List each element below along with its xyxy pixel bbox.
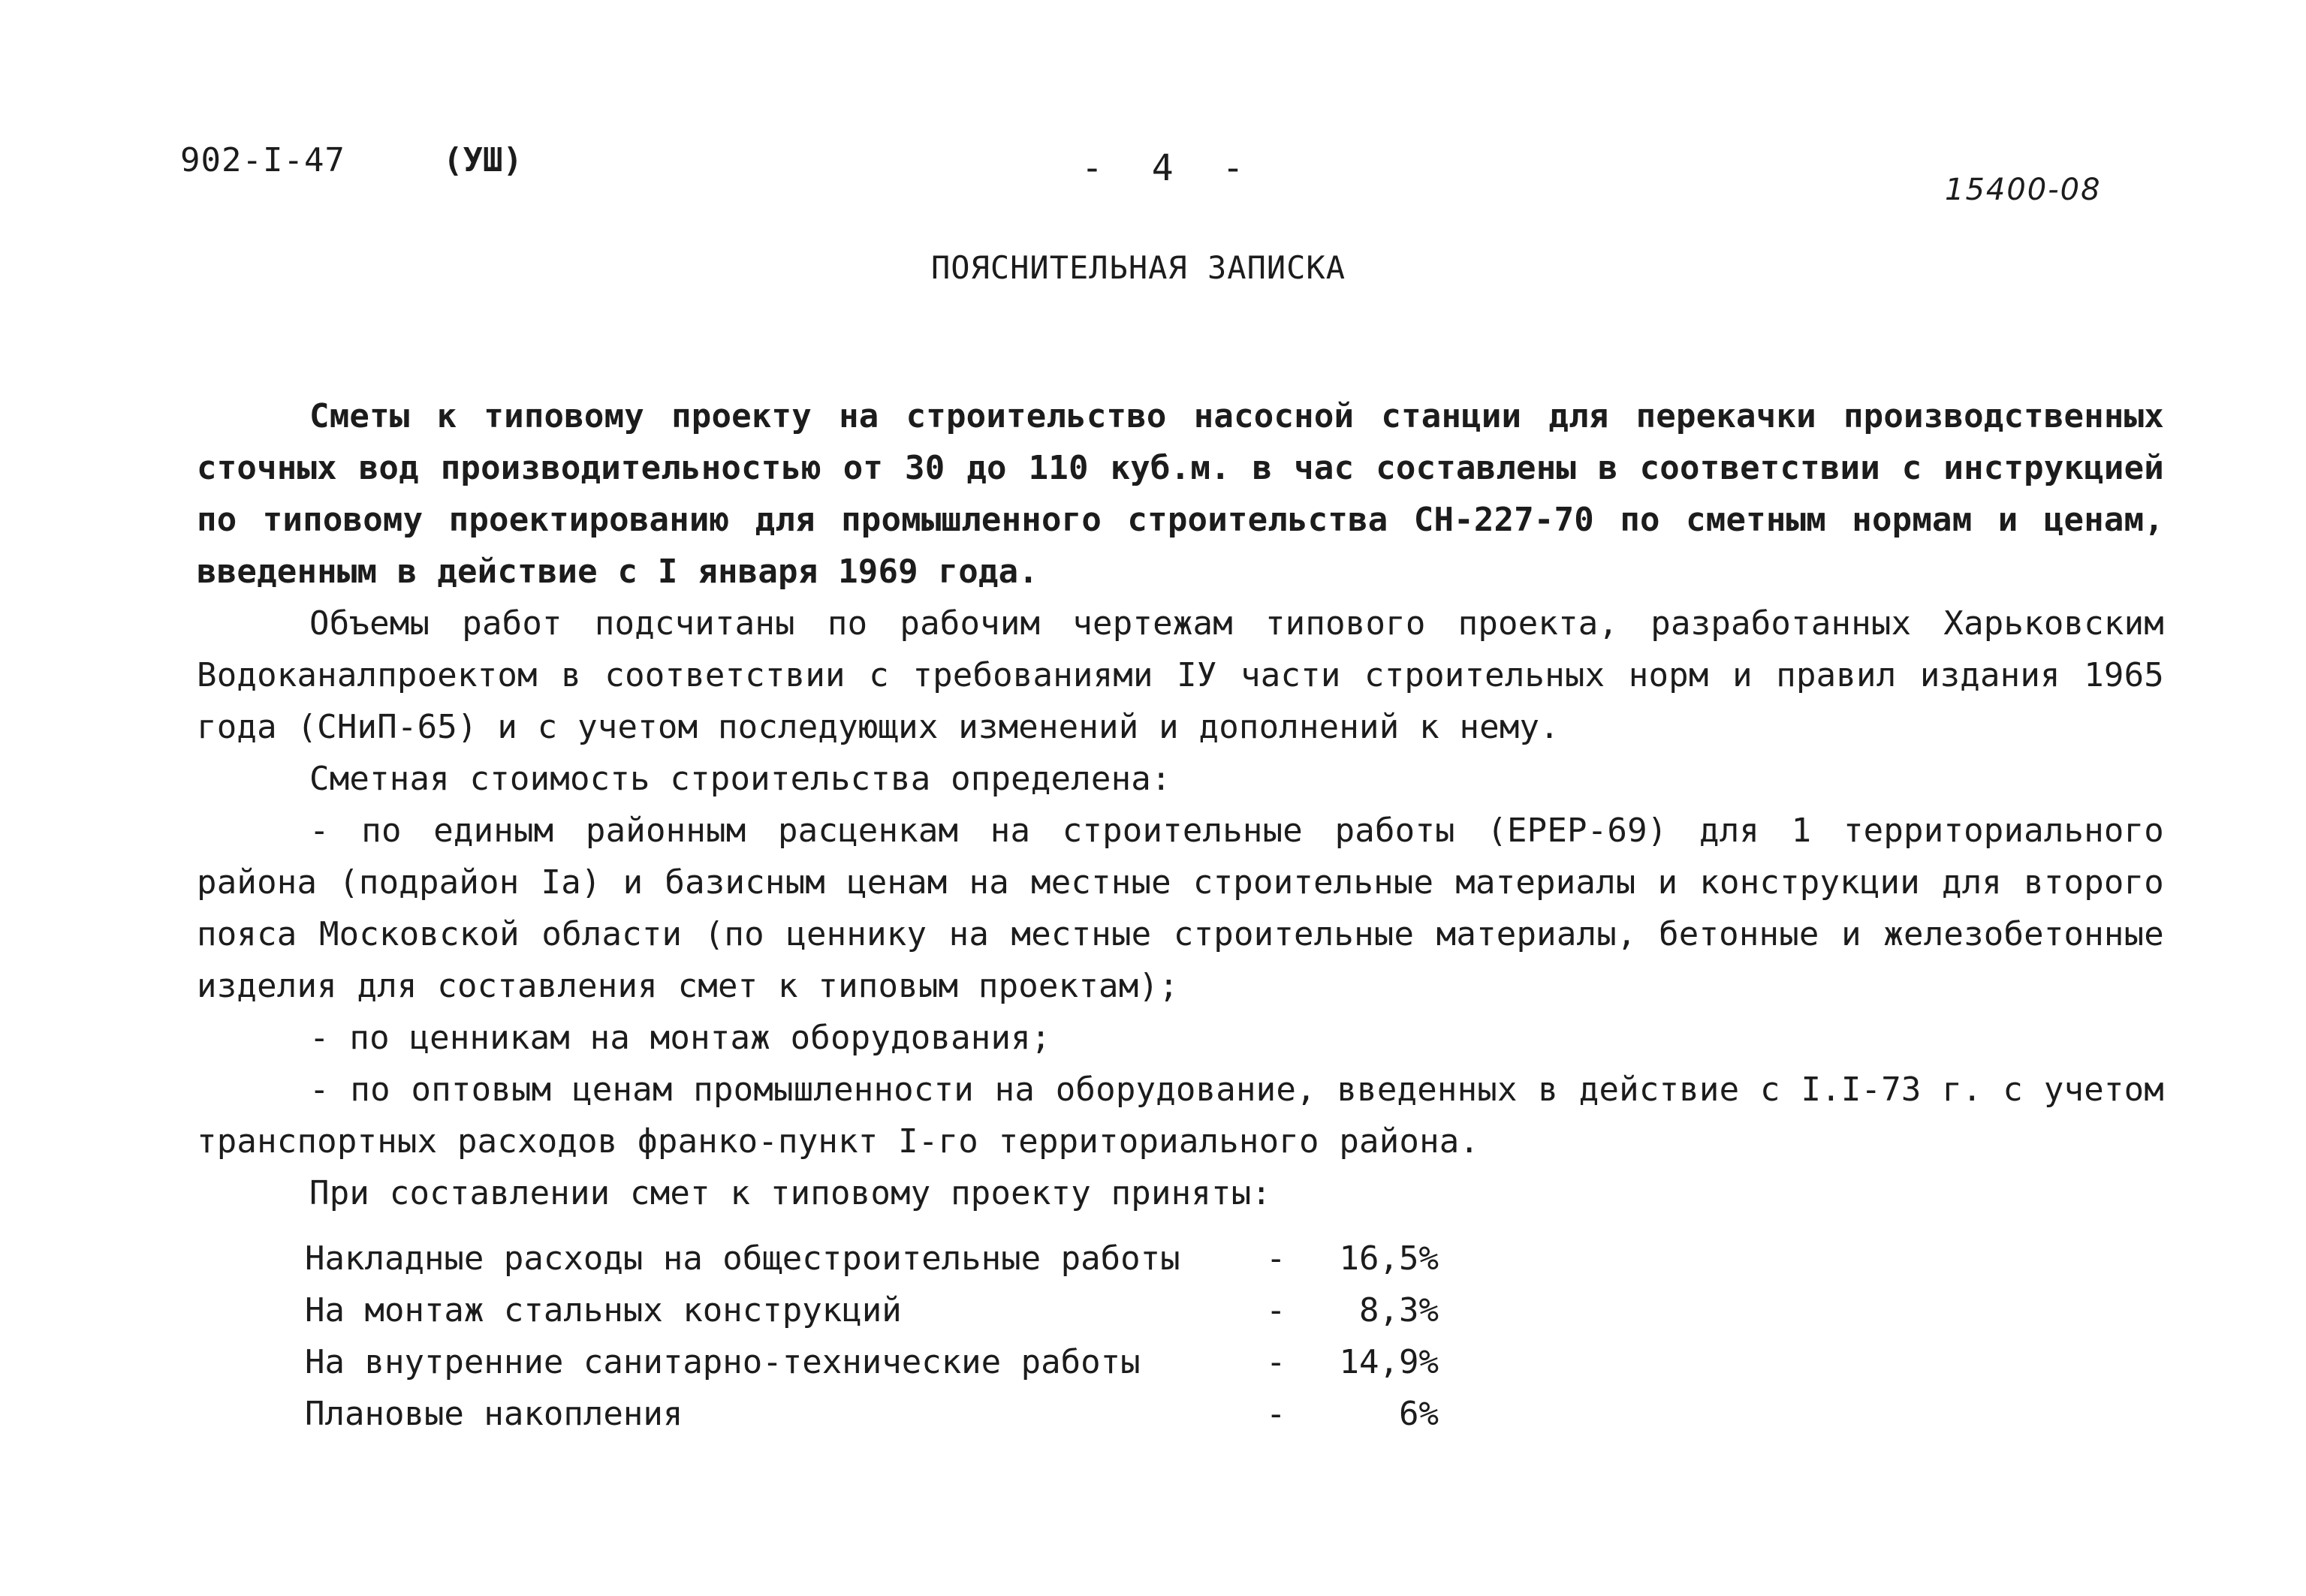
doc-number: 902-I-47: [180, 141, 345, 179]
paragraph-intro: Сметы к типовому проекту на строительство насосной станции для перекачки производственных сточных вод производительностью от 30 до 110 куб.м. в час составлены в соответствии с инструкцией по типовому проектированию для промышленного строительства СН-227-70 по сметным нормам и ценам, введенным в действие с I января 1969 года.: [197, 397, 2164, 591]
rate-label: Накладные расходы на общестроительные работы: [305, 1239, 1180, 1278]
rates-table: [305, 1233, 1506, 1440]
archive-code: 15400-08: [1945, 173, 2102, 207]
paragraph-rates-list-2: - по ценникам на монтаж оборудования;: [309, 1019, 1051, 1057]
rate-dash: -: [1266, 1343, 1286, 1381]
rate-row: [305, 1284, 1506, 1336]
body-text: [197, 390, 2164, 1219]
rate-row: [305, 1336, 1506, 1388]
rate-label: На внутренние санитарно-технические работы: [305, 1343, 1141, 1381]
doc-series: (УШ): [443, 141, 523, 179]
rate-value: 14,9%: [1339, 1343, 1439, 1381]
paragraph-volumes: Объемы работ подсчитаны по рабочим чертежам типового проекта, разработанных Харьковским Водоканалпроектом в соответствии с требованиями IУ части строительных норм и правил издания 1965 года (СНиП-65) и с учетом последующих изменений и дополнений к нему.: [197, 604, 2164, 746]
paragraph-accepted: При составлении смет к типовому проекту приняты:: [309, 1174, 1272, 1212]
page-header: [0, 141, 2306, 207]
rate-dash: -: [1266, 1239, 1286, 1278]
rate-value: 16,5%: [1339, 1239, 1439, 1278]
paragraph-rates-list-3: - по оптовым ценам промышленности на оборудование, введенных в действие с I.I-73 г. с учетом транспортных расходов франко-пункт I-го территориального района.: [197, 1071, 2164, 1161]
rate-label: На монтаж стальных конструкций: [305, 1291, 902, 1329]
rate-dash: -: [1266, 1291, 1286, 1329]
page-number: - 4 -: [1081, 147, 1258, 189]
rate-row: [305, 1233, 1506, 1284]
rate-row: [305, 1388, 1506, 1440]
paragraph-rates-list-1: - по единым районным расценкам на строительные работы (ЕРЕР-69) для 1 территориального района (подрайон Iа) и базисным ценам на местные строительные материалы и конструкции для второго пояса Московской области (по ценнику на местные строительные материалы, бетонные и железобетонные изделия для составления смет к типовым проектам);: [197, 812, 2164, 1005]
rate-label: Плановые накопления: [305, 1395, 683, 1433]
paragraph-cost-defined: Сметная стоимость строительства определена:: [309, 760, 1171, 798]
rate-dash: -: [1266, 1395, 1286, 1433]
rate-value: 6%: [1399, 1395, 1439, 1433]
page-title: ПОЯСНИТЕЛЬНАЯ ЗАПИСКА: [931, 249, 1346, 286]
rate-value: 8,3%: [1359, 1291, 1439, 1329]
